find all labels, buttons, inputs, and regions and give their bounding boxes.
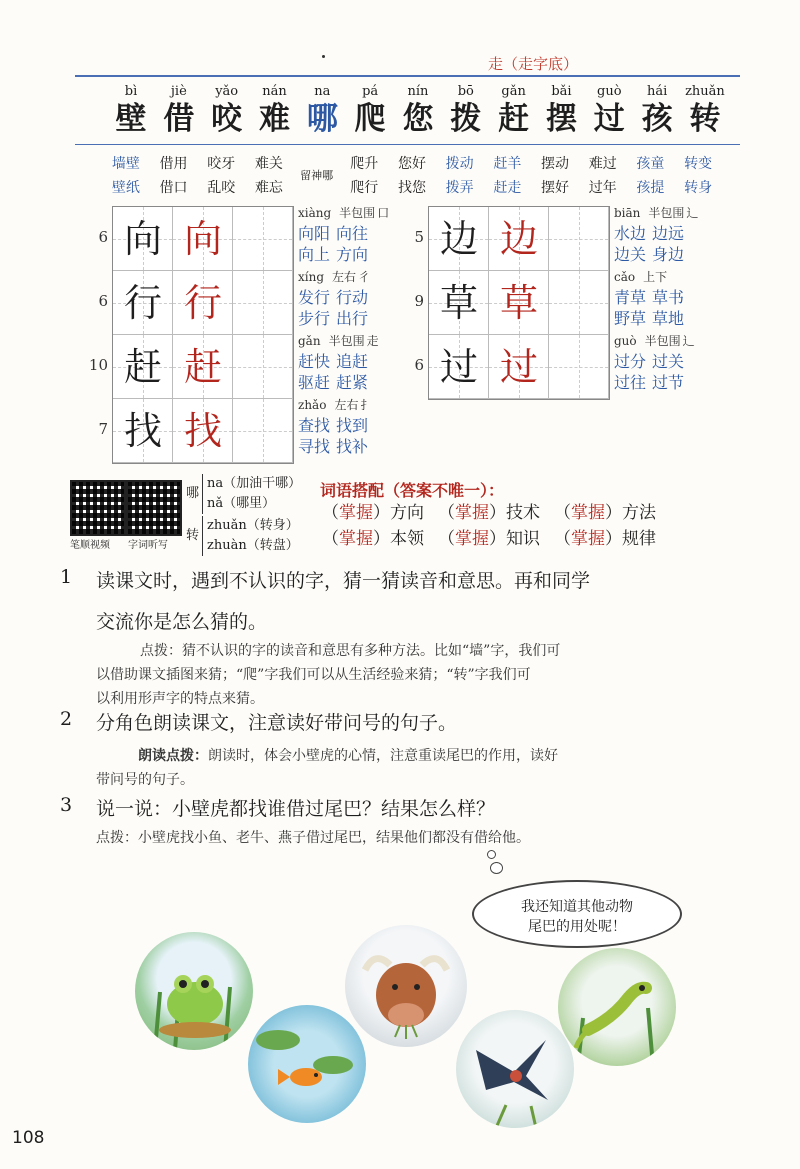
example-word: 难关 [254,156,283,172]
char-glyph: 摆 [545,101,577,137]
traced-character: 赶 [183,345,222,389]
polyphone-zhuan-line2: zhuàn（转盘） [207,538,299,553]
traced-character: 边 [499,217,538,261]
fish-pond-illustration [248,1005,366,1123]
note-word: 青草 [614,288,647,307]
bubble-line-2: 尾巴的用处呢！ [528,919,626,935]
char-pinyin: na [314,84,331,99]
example-word: 拨动 [445,156,474,172]
page-number: 108 [12,1128,45,1148]
note-word: 方向 [336,245,369,264]
char-cell [204,84,250,138]
word-row [102,152,722,200]
note-word: 赶紧 [336,373,369,392]
note-word: 发行 [298,288,331,307]
example-word: 摆动 [541,156,570,172]
traced-character: 草 [499,281,538,325]
char-pinyin: guò [597,84,622,99]
matching-text: ）方法 [605,503,656,523]
char-words [579,152,627,200]
stroke-count: 6 [98,228,108,246]
char-glyph: 赶 [498,101,530,137]
question-text-cont: 交流你是怎么猜的。 [96,611,268,633]
char-pinyin: nán [262,84,287,99]
stroke-count: 6 [98,292,108,310]
char-glyph: 爬 [354,101,386,137]
qr-label-stroke-video: 笔顺视频 [70,540,110,551]
char-cell [156,84,202,138]
model-character: 草 [439,281,478,325]
question-text: 读课文时，遇到不认识的字，猜一猜读音和意思。再和同学 [96,570,591,592]
grid-cell [549,335,609,399]
matching-text: （ [438,529,455,549]
qr-code-dictation[interactable] [126,480,182,536]
question-number: 2 [60,708,73,730]
char-glyph: 孩 [641,101,673,137]
grid-cell [233,399,293,463]
note-word: 边关 [614,245,647,264]
char-words [531,152,579,200]
note-word: 身边 [652,245,685,264]
char-cell [251,84,297,138]
char-cell [682,84,728,138]
matching-row [322,500,742,526]
char-cell [299,84,345,138]
char-cell [108,84,154,138]
note-pinyin: zhǎo [298,398,327,412]
example-word: 爬行 [350,180,379,196]
char-pinyin: zhuǎn [685,84,725,99]
top-rule [75,75,740,77]
example-word: 爬升 [350,156,379,172]
example-word: 墙壁 [111,156,140,172]
note-structure: 左右 [334,398,359,412]
character-note [614,204,698,265]
char-glyph: 借 [163,101,195,137]
radical-note: 走（走字底） [488,55,579,73]
char-glyph: 过 [593,101,625,137]
char-row-divider [75,144,740,145]
character-note [614,332,695,393]
hint-text: 猜不认识的字的读音和意思有多种方法。比如“墙”字，我们可 [182,643,561,659]
note-word: 向阳 [298,224,331,243]
char-words [150,152,198,200]
traced-character: 找 [183,409,222,453]
gecko-illustration [558,948,676,1066]
polyphone-zhuan-char: 转 [186,528,200,543]
char-cell [586,84,632,138]
example-word: 借口 [159,180,188,196]
example-word: 借用 [159,156,188,172]
char-pinyin: nín [407,84,429,99]
matching-answer: 掌握 [571,503,605,523]
character-note [298,204,389,265]
example-word: 您好 [397,156,426,172]
example-word: 赶走 [493,180,522,196]
note-structure: 半包围 [644,334,681,348]
decorative-dot [322,55,325,58]
ox-illustration [345,925,467,1047]
example-word: 留神哪 [300,169,334,182]
grid-cell [233,271,293,335]
model-character: 过 [439,345,478,389]
qr-label-dictation: 字词听写 [128,540,168,551]
note-radical: 扌 [360,398,373,412]
hint-label: 朗读点拨： [138,748,208,764]
char-words [293,152,341,200]
thought-bubble [472,880,682,948]
note-word: 查找 [298,416,331,435]
grid-cell [233,335,293,399]
char-pinyin: bō [457,84,474,99]
example-word: 难过 [588,156,617,172]
char-cell [347,84,393,138]
writing-grid-right [428,206,610,400]
note-word: 出行 [336,309,369,328]
question-text: 分角色朗读课文，注意读好带问号的句子。 [96,712,458,734]
stroke-count: 10 [88,356,108,374]
note-pinyin: xíng [298,270,325,284]
char-words [340,152,388,200]
swallow-illustration [456,1010,574,1128]
example-word: 难忘 [254,180,283,196]
example-word: 拨弄 [445,180,474,196]
note-word: 过节 [652,373,685,392]
stroke-count: 9 [414,292,424,310]
model-character: 赶 [123,345,162,389]
note-word: 野草 [614,309,647,328]
note-word: 过关 [652,352,685,371]
hint-text-cont: 带问号的句子。 [96,772,194,788]
matching-answer: 掌握 [339,529,373,549]
grid-cell [549,271,609,335]
note-word: 找到 [336,416,369,435]
char-words [245,152,293,200]
qr-code-stroke-video[interactable] [70,480,126,536]
note-pinyin: gǎn [298,334,321,348]
character-note [298,396,372,457]
question-number: 1 [60,566,73,588]
matching-title: 词语搭配（答案不唯一）： [320,481,505,500]
question-2 [60,708,770,789]
note-word: 水边 [614,224,647,243]
bubble-dot-large [490,862,503,874]
char-pinyin: gǎn [501,84,526,99]
matching-text: ）方向 [373,503,424,523]
note-radical: 彳 [358,270,371,284]
char-cell [634,84,680,138]
example-word: 过年 [588,180,617,196]
char-glyph: 哪 [306,101,338,137]
model-character: 向 [123,217,162,261]
polyphone-na-char: 哪 [186,486,200,501]
note-word: 找补 [336,437,369,456]
example-word: 找您 [397,180,426,196]
question-3 [60,794,770,847]
stroke-count: 5 [414,228,424,246]
note-word: 行动 [336,288,369,307]
matching-answer: 掌握 [571,529,605,549]
note-word: 过往 [614,373,647,392]
example-word: 摆好 [541,180,570,196]
character-row [108,84,728,138]
example-word: 转身 [684,180,713,196]
note-word: 驱赶 [298,373,331,392]
char-words [484,152,532,200]
char-words [436,152,484,200]
note-structure: 上下 [643,270,668,284]
note-word: 赶快 [298,352,331,371]
example-word: 孩提 [636,180,665,196]
char-pinyin: bì [124,84,138,99]
note-pinyin: guò [614,334,637,348]
char-cell [538,84,584,138]
example-word: 乱咬 [207,180,236,196]
char-words [102,152,150,200]
hint-text: 小壁虎找小鱼、老牛、燕子借过尾巴，结果他们都没有借给他。 [138,830,530,846]
model-character: 边 [439,217,478,261]
char-glyph: 拨 [450,101,482,137]
question-number: 3 [60,794,73,816]
note-word: 过分 [614,352,647,371]
matching-text: ）技术 [489,503,540,523]
note-word: 草地 [652,309,685,328]
matching-answer: 掌握 [339,503,373,523]
char-pinyin: hái [646,84,668,99]
matching-answer: 掌握 [455,503,489,523]
polyphone-zhuan-line1: zhuǎn（转身） [207,518,299,533]
matching-row [322,526,742,552]
char-cell [395,84,441,138]
traced-character: 向 [183,217,222,261]
note-structure: 半包围 [339,206,376,220]
bubble-line-1: 我还知道其他动物 [521,899,633,915]
note-word: 向上 [298,245,331,264]
grid-cell [549,207,609,271]
char-cell [491,84,537,138]
model-character: 找 [123,409,162,453]
grid-cell [233,207,293,271]
stroke-count: 6 [414,356,424,374]
hint-text-cont: 以利用形声字的特点来猜。 [96,691,264,707]
note-pinyin: xiàng [298,206,332,220]
char-words [674,152,722,200]
hint-label: 点拨： [96,830,138,846]
character-note [298,268,370,329]
char-cell [443,84,489,138]
char-words [388,152,436,200]
char-glyph: 转 [689,101,721,137]
note-word: 边远 [652,224,685,243]
character-note [614,268,684,329]
note-word: 向往 [336,224,369,243]
matching-text: ）本领 [373,529,424,549]
hint-text: 朗读时，体会小壁虎的心情，注意重读尾巴的作用，读好 [208,748,558,764]
traced-character: 过 [499,345,538,389]
note-radical: 辶 [682,334,695,348]
char-pinyin: bǎi [551,84,572,99]
hint-text-cont: 以借助课文插图来猜；“爬”字我们可以从生活经验来猜；“转”字我们可 [96,667,531,683]
matching-answer: 掌握 [455,529,489,549]
example-word: 壁纸 [111,180,140,196]
note-word: 追赶 [336,352,369,371]
note-word: 步行 [298,309,331,328]
char-pinyin: yǎo [215,84,239,99]
matching-text: ）规律 [605,529,656,549]
note-radical: 走 [366,334,379,348]
note-radical: 口 [377,206,390,220]
bubble-dot-small [487,850,496,859]
note-pinyin: cǎo [614,270,636,284]
matching-text: （ [554,503,571,523]
question-text: 说一说：小壁虎都找谁借过尾巴？结果怎么样？ [96,798,496,820]
writing-grid-left [112,206,294,464]
matching-text: ）知识 [489,529,540,549]
example-word: 赶羊 [493,156,522,172]
char-glyph: 难 [258,101,290,137]
char-pinyin: pá [362,84,379,99]
example-word: 孩童 [636,156,665,172]
note-word: 草书 [652,288,685,307]
traced-character: 行 [183,281,222,325]
example-word: 转变 [684,156,713,172]
matching-text: （ [554,529,571,549]
char-words [197,152,245,200]
character-note [298,332,379,393]
example-word: 咬牙 [207,156,236,172]
model-character: 行 [123,281,162,325]
hint-label: 点拨： [140,643,182,659]
polyphone-na-line1: na（加油干哪） [207,476,302,491]
char-words [627,152,675,200]
note-word: 寻找 [298,437,331,456]
matching-text: （ [322,529,339,549]
question-1 [60,566,770,708]
matching-text: （ [322,503,339,523]
char-glyph: 咬 [211,101,243,137]
note-structure: 半包围 [648,206,685,220]
matching-rows [322,500,742,552]
note-structure: 半包围 [328,334,365,348]
polyphone-na-line2: nǎ（哪里） [207,496,276,511]
matching-text: （ [438,503,455,523]
char-glyph: 您 [402,101,434,137]
frog-illustration [135,932,253,1050]
note-structure: 左右 [332,270,357,284]
char-glyph: 壁 [115,101,147,137]
note-pinyin: biān [614,206,641,220]
note-radical: 辶 [686,206,699,220]
char-pinyin: jiè [170,84,187,99]
stroke-count: 7 [98,420,108,438]
